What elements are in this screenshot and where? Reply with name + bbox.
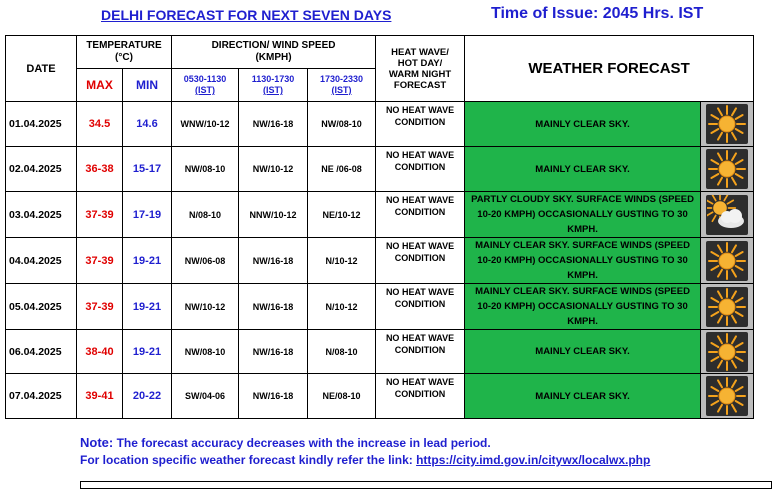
heatwave-text: CONDITION xyxy=(394,117,446,127)
date-cell: 01.04.2025 xyxy=(6,102,77,147)
sun-icon xyxy=(706,332,748,372)
max-temp-cell: 34.5 xyxy=(77,102,123,147)
header-temperature-unit: (°C) xyxy=(115,52,133,63)
max-temp-cell: 36-38 xyxy=(77,147,123,192)
heatwave-cell xyxy=(376,330,465,374)
date-cell: 03.04.2025 xyxy=(6,192,77,238)
heatwave-cell xyxy=(376,147,465,192)
header-date: DATE xyxy=(6,36,77,102)
localwx-link[interactable]: https://city.imd.gov.in/citywx/localwx.php xyxy=(416,453,651,467)
wind-evening-cell: NE/08-10 xyxy=(308,374,376,419)
forecast-cell: PARTLY CLOUDY SKY. SURFACE WINDS (SPEED 10-20 KMPH) OCCASIONALLY GUSTING TO 30 KMPH. xyxy=(465,192,701,238)
wind-afternoon-cell: NW/16-18 xyxy=(239,330,308,374)
wind-evening-cell: N/08-10 xyxy=(308,330,376,374)
wind-afternoon-cell: NW/16-18 xyxy=(239,284,308,330)
forecast-cell: MAINLY CLEAR SKY. xyxy=(465,102,701,147)
weather-icon-cell xyxy=(701,330,754,374)
wind-morning-cell: N/08-10 xyxy=(172,192,239,238)
slot-zone: (IST) xyxy=(195,85,215,95)
forecast-cell: MAINLY CLEAR SKY. xyxy=(465,147,701,192)
note-line-1 xyxy=(80,434,650,452)
heatwave-cell xyxy=(376,284,465,330)
note-text-2: For location specific weather forecast kindly refer the link: xyxy=(80,453,417,467)
min-temp-cell: 20-22 xyxy=(123,374,172,419)
min-temp-cell: 19-21 xyxy=(123,238,172,284)
wind-evening-cell: N/10-12 xyxy=(308,238,376,284)
date-cell: 05.04.2025 xyxy=(6,284,77,330)
weather-icon-cell xyxy=(701,147,754,192)
min-temp-cell: 17-19 xyxy=(123,192,172,238)
heatwave-text: CONDITION xyxy=(394,299,446,309)
date-cell: 06.04.2025 xyxy=(6,330,77,374)
max-temp-cell: 37-39 xyxy=(77,192,123,238)
header-temperature-label: TEMPERATURE xyxy=(86,40,162,51)
note-text-1: The forecast accuracy decreases with the increase in lead period. xyxy=(116,436,491,450)
forecast-row xyxy=(6,147,754,192)
heatwave-cell xyxy=(376,238,465,284)
max-temp-cell: 37-39 xyxy=(77,238,123,284)
weather-icon-cell xyxy=(701,238,754,284)
max-temp-cell: 37-39 xyxy=(77,284,123,330)
heatwave-text: NO HEAT WAVE xyxy=(385,287,455,297)
header-weather-forecast: WEATHER FORECAST xyxy=(465,36,754,102)
min-temp-cell: 19-21 xyxy=(123,284,172,330)
forecast-row xyxy=(6,330,754,374)
header-heatwave xyxy=(376,36,465,102)
min-temp-cell: 14.6 xyxy=(123,102,172,147)
forecast-cell: MAINLY CLEAR SKY. xyxy=(465,330,701,374)
max-temp-cell: 38-40 xyxy=(77,330,123,374)
heatwave-text: CONDITION xyxy=(394,345,446,355)
heatwave-text: CONDITION xyxy=(394,162,446,172)
forecast-row xyxy=(6,284,754,330)
wind-morning-cell: NW/10-12 xyxy=(172,284,239,330)
wind-evening-cell: NE/10-12 xyxy=(308,192,376,238)
wind-evening-cell: NW/08-10 xyxy=(308,102,376,147)
heatwave-text: CONDITION xyxy=(394,253,446,263)
header-wind-unit: (KMPH) xyxy=(255,52,292,63)
wind-morning-cell: WNW/10-12 xyxy=(172,102,239,147)
heatwave-text: CONDITION xyxy=(394,207,446,217)
sun-icon xyxy=(706,241,748,281)
weather-icon-cell xyxy=(701,102,754,147)
max-temp-cell: 39-41 xyxy=(77,374,123,419)
wind-evening-cell: NE /06-08 xyxy=(308,147,376,192)
heatwave-text: NO HEAT WAVE xyxy=(385,105,455,115)
note-box xyxy=(80,481,772,489)
heatwave-cell xyxy=(376,192,465,238)
wind-morning-cell: NW/08-10 xyxy=(172,147,239,192)
heatwave-text: NO HEAT WAVE xyxy=(385,333,455,343)
min-temp-cell: 15-17 xyxy=(123,147,172,192)
forecast-cell: MAINLY CLEAR SKY. SURFACE WINDS (SPEED 10-20 KMPH) OCCASIONALLY GUSTING TO 30 KMPH. xyxy=(465,284,701,330)
slot-time: 1130-1730 xyxy=(251,74,295,84)
sun-icon xyxy=(706,104,748,144)
issue-time: Time of Issue: 2045 Hrs. IST xyxy=(491,5,704,22)
slot-zone: (IST) xyxy=(331,85,352,95)
slot-zone: (IST) xyxy=(263,85,283,95)
weather-icon-cell xyxy=(701,192,754,238)
heatwave-text: NO HEAT WAVE xyxy=(385,195,455,205)
header-wind xyxy=(172,36,376,69)
forecast-table xyxy=(5,35,754,419)
sun-icon xyxy=(706,287,748,327)
wind-afternoon-cell: NW/16-18 xyxy=(239,238,308,284)
note-label: Note: xyxy=(80,435,114,450)
header-slot-afternoon xyxy=(239,69,308,102)
partly-cloudy-icon xyxy=(706,195,748,235)
date-cell: 07.04.2025 xyxy=(6,374,77,419)
forecast-cell: MAINLY CLEAR SKY. SURFACE WINDS (SPEED 10-20 KMPH) OCCASIONALLY GUSTING TO 30 KMPH. xyxy=(465,238,701,284)
heatwave-cell xyxy=(376,374,465,419)
header-temperature xyxy=(77,36,172,69)
heatwave-text: NO HEAT WAVE xyxy=(385,150,455,160)
heatwave-text: NO HEAT WAVE xyxy=(385,241,455,251)
wind-morning-cell: SW/04-06 xyxy=(172,374,239,419)
weather-icon-cell xyxy=(701,374,754,419)
note xyxy=(80,434,650,469)
header-heatwave-line: HEAT WAVE/ xyxy=(391,46,449,58)
wind-afternoon-cell: NW/10-12 xyxy=(239,147,308,192)
forecast-row xyxy=(6,102,754,147)
forecast-row xyxy=(6,374,754,419)
wind-afternoon-cell: NW/16-18 xyxy=(239,374,308,419)
heatwave-text: CONDITION xyxy=(394,389,446,399)
forecast-row xyxy=(6,238,754,284)
forecast-cell: MAINLY CLEAR SKY. xyxy=(465,374,701,419)
slot-time: 1730-2330 xyxy=(319,74,364,84)
wind-morning-cell: NW/08-10 xyxy=(172,330,239,374)
heatwave-text: NO HEAT WAVE xyxy=(385,377,455,387)
weather-icon-cell xyxy=(701,284,754,330)
header-min: MIN xyxy=(123,69,172,102)
wind-afternoon-cell: NW/16-18 xyxy=(239,102,308,147)
page-title: DELHI FORECAST FOR NEXT SEVEN DAYS xyxy=(101,7,392,23)
header-wind-label: DIRECTION/ WIND SPEED xyxy=(211,40,336,51)
header-slot-evening xyxy=(308,69,376,102)
wind-afternoon-cell: NNW/10-12 xyxy=(239,192,308,238)
wind-evening-cell: N/10-12 xyxy=(308,284,376,330)
sun-icon xyxy=(706,149,748,189)
sun-icon xyxy=(706,376,748,416)
header-heatwave-line: FORECAST xyxy=(393,79,447,91)
note-line-2 xyxy=(80,452,650,469)
header-slot-morning xyxy=(172,69,239,102)
forecast-row xyxy=(6,192,754,238)
header-heatwave-line: HOT DAY/ xyxy=(397,57,443,69)
date-cell: 02.04.2025 xyxy=(6,147,77,192)
date-cell: 04.04.2025 xyxy=(6,238,77,284)
header-heatwave-line: WARM NIGHT xyxy=(388,68,452,80)
heatwave-cell xyxy=(376,102,465,147)
slot-time: 0530-1130 xyxy=(183,74,227,84)
header-max: MAX xyxy=(77,69,123,102)
wind-morning-cell: NW/06-08 xyxy=(172,238,239,284)
min-temp-cell: 19-21 xyxy=(123,330,172,374)
